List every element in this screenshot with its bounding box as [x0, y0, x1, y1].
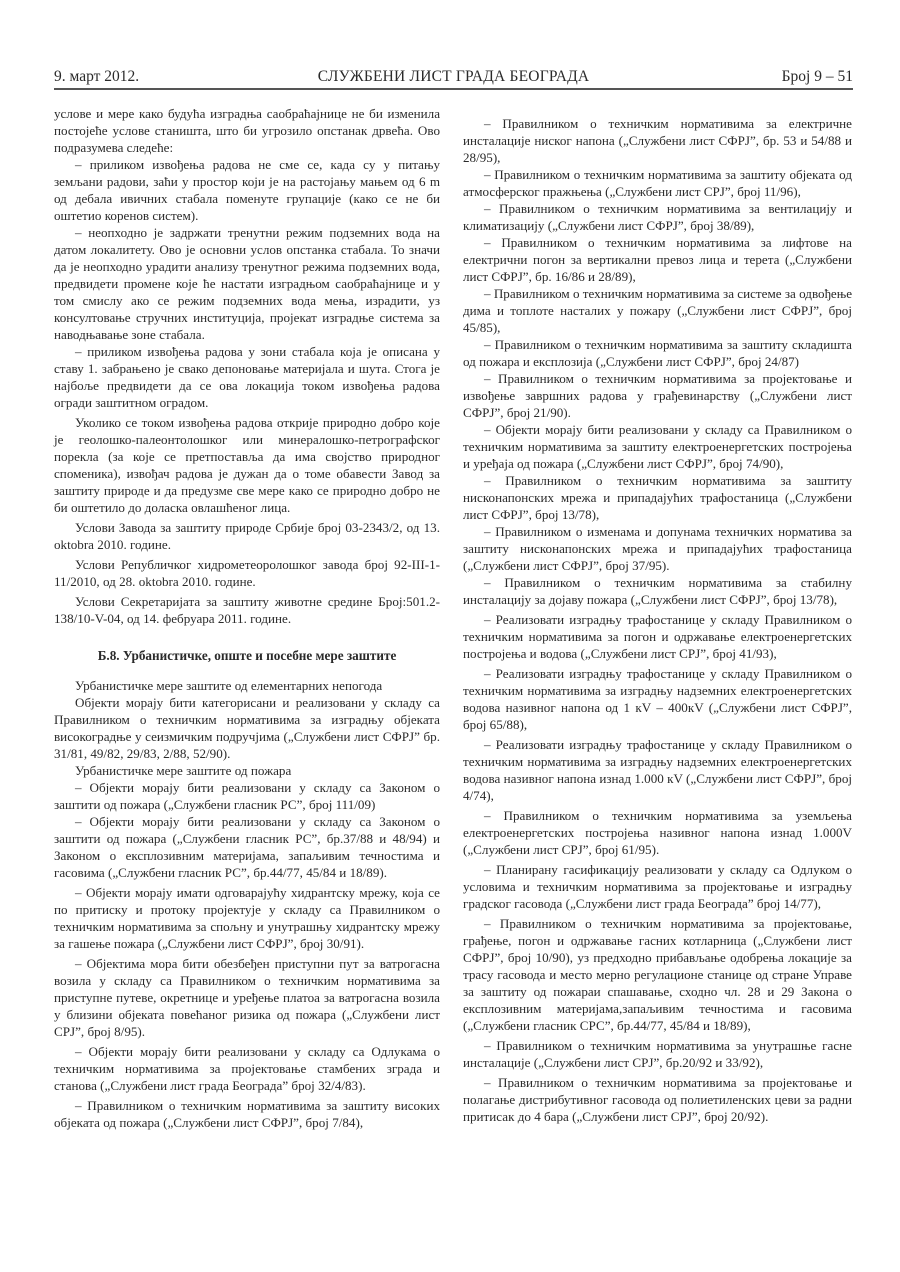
paragraph: – Правилником о техничким нормативима за системе за одвођење дима и топлоте насталих у пожару („Службени лист СФРЈ”, број 45/85), — [463, 286, 852, 335]
paragraph: услове и мере како будућа изградња саобраћајнице не би изменила постојеће услове станишта, што би угрозило опстанак дрвећа. Ово подразумева следеће: — [54, 106, 440, 155]
paragraph: – Правилником о техничким нормативима за пројектовање и извођење завршних радова у грађевинарству („Службени лист СФРЈ”, број 21/90). — [463, 371, 852, 420]
paragraph: Услови Републичког хидрометеоролошког завода број 92-III-1-11/2010, од 28. oktobra 2010. године. — [54, 557, 440, 589]
paragraph: – Објекти морају имати одговарајућу хидрантску мрежу, која се по притиску и протоку пројектује у складу са Правилником о техничким нормативима за спољну и унутрашњу хидрантску мрежу за гашење пожара („Службени лист СФРЈ”, број 30/91). — [54, 885, 440, 951]
paragraph: – приликом извођења радова не сме се, када су у питању земљани радови, заћи у простор који је на растојању мањем од 6 m од дебала ивичних стабала поменуте групације (како се не би оштетио коренов систем). — [54, 157, 440, 223]
paragraph: – Објекти морају бити реализовани у складу са Законом о заштити од пожара („Службени гласник РС”, број 111/09) — [54, 780, 440, 812]
section-heading: Б.8. Урбанистичке, опште и посебне мере заштите — [97, 648, 397, 663]
paragraph: – Правилником о техничким нормативима за заштиту складишта од пожара и експлозија („Службени лист СФРЈ”, број 24/87) — [463, 337, 852, 369]
paragraph: Услови Секретаријата за заштиту животне средине Број:501.2-138/10-V-04, од 14. фебруара 2011. године. — [54, 594, 440, 626]
paragraph: Урбанистичке мере заштите од елементарних непогода — [75, 678, 383, 693]
paragraph: – Правилником о техничким нормативима за уземљења електроенергетских постројења називног напона изнад 1.000V („Службени лист СРЈ”, број 61/95). — [463, 808, 852, 857]
paragraph: – Правилником о изменама и допунама техничких норматива за заштиту нисконапонских мрежа и припадајућих трафостаница („Службени лист СФРЈ”, број 37/95). — [463, 524, 852, 573]
paragraph: – Објекти морају бити реализовани у складу са Одлукама о техничким нормативима за пројектовање стамбених зграда и станова („Службени лист града Београда” број 32/4/83). — [54, 1044, 440, 1093]
paragraph: – Правилником о техничким нормативима за стабилну инсталацију за дојаву пожара („Службени лист СФРЈ”, број 13/78), — [463, 575, 852, 607]
paragraph: – Правилником о техничким нормативима за заштиту високих објеката од пожара („Службени лист СФРЈ”, број 7/84), — [54, 1098, 440, 1130]
right-column — [463, 115, 852, 1125]
paragraph: – Планирану гасификацију реализовати у складу са Одлуком о условима и техничким нормативима за пројектовање и изградњу градског гасовода („Службени лист града Београда” број 14/77), — [463, 862, 852, 911]
paragraph: – Правилником о техничким нормативима за лифтове на електрични погон за вертикални превоз лица и терета („Службени лист СФРЈ”, бр. 16/86 и 28/89), — [463, 235, 852, 284]
paragraph: – Правилником о техничким нормативима за заштиту објеката од атмосферског пражњења („Службени лист СРЈ”, број 11/96), — [463, 167, 852, 199]
paragraph: – Правилником о техничким нормативима за унутрашње гасне инсталације („Службени лист СРЈ”, бр.20/92 и 33/92), — [463, 1038, 852, 1070]
paragraph: – Правилником о техничким нормативима за пројектовање, грађење, погон и одржавање гасних котларница („Службени лист СФРЈ”, број 10/90), уз предходно прибављање одобрења локације за трасу гасовода и место мерно регулационе станице од стране Управе за заштиту од пожараи спашавање, сходно чл. 28 и 29 Закона о експлозивним материјама,запаљивим течностима и гасовима („Службени гласник СРС”, бр.44/77, 45/84 и 18/89), — [463, 916, 852, 1033]
paragraph: – Правилником о техничким нормативима за вентилацију и климатизацију („Службени лист СФРЈ”, број 38/89), — [463, 201, 852, 233]
paragraph: – неопходно је задржати тренутни режим подземних вода на датом локалитету. Ово је основни услов опстанка стабала. То значи да је неопходно урадити анализу тренутног режима подземних вода, предвидети промене које ће настати изградњом саобраћајнице и у том смислу ако се режим подземних вода мења, израдити, уз консултовање стручних институција, пројекат изградње система за наводњавање зоне стабала. — [54, 225, 440, 342]
running-header — [54, 66, 853, 90]
paragraph: – Правилником о техничким нормативима за заштиту нисконапонских мрежа и припадајућих трафостаница („Службени лист СФРЈ”, број 13/78), — [463, 473, 852, 522]
paragraph: – Реализовати изградњу трафостанице у складу Правилником о техничким нормативима за погон и одржавање електроенергетских постројења и водова („Службени лист СРЈ”, број 41/93), — [463, 612, 852, 661]
paragraph: Објекти морају бити категорисани и реализовани у складу са Правилником о техничким нормативима за изградњу објеката високоградње у сеизмичким подручјима („Службени лист СФРЈ” бр. 31/81, 49/82, 29/83, 2/88, 52/90). — [54, 695, 440, 761]
paragraph: – Реализовати изградњу трафостанице у складу Правилником о техничким нормативима за изградњу надземних електроенергетских водова називног напона изнад 1.000 кV („Службени лист СФРЈ”, број 4/74), — [463, 737, 852, 803]
paragraph: Услови Завода за заштиту природе Србије број 03-2343/2, од 13. oktobra 2010. године. — [54, 520, 440, 552]
publication-title: СЛУЖБЕНИ ЛИСТ ГРАДА БЕОГРАДА — [317, 68, 590, 85]
issue-date: 9. март 2012. — [54, 68, 140, 85]
paragraph: – Објекти морају бити реализовани у складу са Правилником о техничким нормативима за заштиту електроенергетских постројења и уређаја од пожара („Службени лист СФРЈ”, број 74/90), — [463, 422, 852, 471]
paragraph: – Правилником о техничким нормативима за електричне инсталације ниског напона („Службени лист СФРЈ”, бр. 53 и 54/88 и 28/95), — [463, 116, 852, 165]
paragraph: – приликом извођења радова у зони стабала која је описана у ставу 1. забрањено је свако депоновање материјала и шута. Стога је најбоље предвидети да се ова локација током извођења радова огради заштитном оградом. — [54, 344, 440, 410]
paragraph: – Објектима мора бити обезбеђен приступни пут за ватрогасна возила у складу са Правилником о техничким нормативима за приступне путеве, окретнице и уређење платоа за ватрогасна возила у близини објеката повећаног ризика од пожара („Службени лист СРЈ”, број 8/95). — [54, 956, 440, 1039]
paragraph: – Објекти морају бити реализовани у складу са Законом о заштити од пожара („Службени гласник РС”, бр.37/88 и 48/94) и Законом о експлозивним материјама, запаљивим течностима и гасовима („Службени гласник РС”, бр.44/77, 45/84 и 18/89). — [54, 814, 440, 880]
paragraph: – Правилником о техничким нормативима за пројектовање и полагање дистрибутивног гасовода од полиетиленских цеви за радни притисак до 4 бара („Службени лист СРЈ”, број 20/92). — [463, 1075, 852, 1124]
paragraph: – Реализовати изградњу трафостанице у складу Правилником о техничким нормативима за изградњу надземних електроенергетских водова називног напона од 1 кV – 400кV („Службени лист СФРЈ”, број 65/88), — [463, 666, 852, 732]
left-column — [54, 105, 440, 1131]
paragraph: Уколико се током извођења радова открије природно добро које је геолошко-палеонтолошког или минералошко-петрографског порекла (за које се претпоставља да има својство природног споменика), извођач радова је дужан да о томе обавести Завод за заштиту природе и да предузме све мере како се природно добро не би оштетило до доласка овлашћеног лица. — [54, 415, 440, 515]
paragraph: Урбанистичке мере заштите од пожара — [75, 763, 292, 778]
issue-page-number: Број 9 – 51 — [781, 68, 853, 85]
